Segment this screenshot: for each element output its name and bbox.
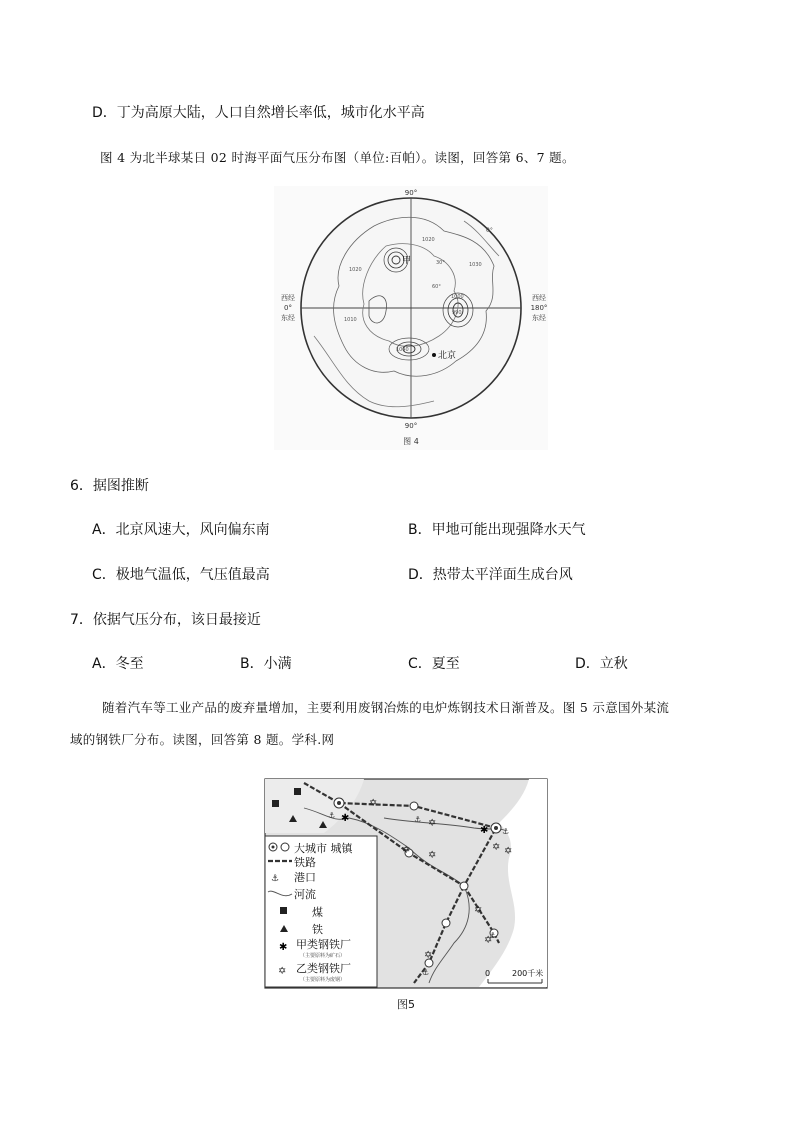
question-7-option-c[interactable]: C．夏至 xyxy=(408,656,460,672)
iso-990: 990 xyxy=(452,310,462,316)
type-a-plant-1: ✱ xyxy=(341,813,350,824)
scale-label: 200千米 xyxy=(512,969,544,978)
iso-1020-b: 1020 xyxy=(349,267,362,273)
question-6-option-b[interactable]: B．甲地可能出现强降水天气 xyxy=(408,522,586,538)
legend-type-b-label: 乙类钢铁厂 xyxy=(296,962,351,975)
legend-coal-icon xyxy=(280,907,287,914)
label-jia: 甲 xyxy=(402,256,412,266)
legend-iron-label: 铁 xyxy=(312,923,323,936)
type-b-plant-7: ✡ xyxy=(474,905,483,916)
figure-4-caption: 图 4 xyxy=(403,437,419,446)
big-city-1-dot xyxy=(337,801,341,805)
town-3 xyxy=(460,882,468,890)
port-4: ⚓ xyxy=(422,968,430,977)
legend-river-label: 河流 xyxy=(294,888,316,901)
lat-60: 60° xyxy=(432,284,441,290)
legend-coal-label: 煤 xyxy=(312,906,323,919)
legend-port-icon: ⚓ xyxy=(271,874,280,884)
iso-1030: 1030 xyxy=(469,262,482,268)
label-zero-deg: 0° xyxy=(486,227,493,234)
type-b-plant-3: ✡ xyxy=(402,845,411,856)
port-2: ⚓ xyxy=(414,815,422,824)
label-east-3: 东经 xyxy=(532,314,546,322)
lat-30: 30° xyxy=(436,260,445,266)
intro-figure-5-line-1: 随着汽车等工业产品的废弃量增加，主要利用废钢冶炼的电炉炼钢技术日渐普及。图 5 示意国外某流 xyxy=(102,700,670,715)
type-b-plant-2: ✡ xyxy=(428,818,437,829)
type-b-plant-5: ✡ xyxy=(504,846,513,857)
port-5: ⚓ xyxy=(489,931,497,940)
question-7-option-a[interactable]: A．冬至 xyxy=(92,656,144,672)
legend-big-city-dot xyxy=(272,846,275,849)
label-east-1: 西经 xyxy=(532,294,546,302)
figure-5-caption: 图5 xyxy=(397,998,415,1011)
figure-4 xyxy=(274,186,548,450)
option-d-previous: D．丁为高原大陆，人口自然增长率低，城市化水平高 xyxy=(92,105,425,121)
iso-1020-a: 1020 xyxy=(422,237,435,243)
steel-plant-map xyxy=(264,778,554,1018)
iso-1000: 1000 xyxy=(451,294,464,300)
legend-rail-label: 铁路 xyxy=(294,856,316,869)
question-6-option-c[interactable]: C．极地气温低，气压值最高 xyxy=(92,567,270,583)
legend-city-label: 大城市 城镇 xyxy=(294,842,353,855)
legend-town-icon xyxy=(281,843,289,851)
question-7-option-b[interactable]: B．小满 xyxy=(240,656,292,672)
label-beijing: 北京 xyxy=(438,351,457,361)
question-6-option-a[interactable]: A．北京风速大，风向偏东南 xyxy=(92,522,270,538)
figure-5 xyxy=(264,778,554,1018)
coal-1 xyxy=(294,788,301,795)
port-1: ⚓ xyxy=(328,811,336,820)
town-1 xyxy=(410,802,418,810)
port-3: ⚓ xyxy=(502,827,510,836)
type-b-plant-6: ✡ xyxy=(492,842,501,853)
legend-type-a-icon: ✱ xyxy=(279,942,288,953)
label-west-3: 东经 xyxy=(281,314,295,322)
coal-2 xyxy=(272,800,279,807)
pressure-map xyxy=(274,186,548,450)
iso-1040: 1040 xyxy=(396,347,409,353)
type-b-plant-9: ✡ xyxy=(424,950,433,961)
beijing-dot xyxy=(432,353,436,357)
label-bottom: 90° xyxy=(404,422,418,430)
question-7-stem: 7．依据气压分布，该日最接近 xyxy=(70,612,261,628)
iso-1010: 1010 xyxy=(344,317,357,323)
question-6-stem: 6．据图推断 xyxy=(70,478,149,494)
type-a-plant-2: ✱ xyxy=(480,825,489,836)
legend-type-b-icon: ✡ xyxy=(278,966,287,977)
type-b-plant-8: ✡ xyxy=(484,935,493,946)
label-west-1: 西经 xyxy=(281,294,295,302)
town-4 xyxy=(442,919,450,927)
type-b-plant-1: ✡ xyxy=(369,798,378,809)
label-east-2: 180° xyxy=(530,304,548,312)
legend-type-b-note: （主要原料为废钢） xyxy=(300,977,346,983)
label-top: 90° xyxy=(404,189,418,197)
question-6-option-d[interactable]: D．热带太平洋面生成台风 xyxy=(408,567,573,583)
label-west-2: 0° xyxy=(284,304,292,312)
question-7-option-d[interactable]: D．立秋 xyxy=(575,656,628,672)
intro-figure-4: 图 4 为北半球某日 02 时海平面气压分布图（单位:百帕）。读图，回答第 6、7 题。 xyxy=(100,150,575,165)
intro-figure-5-line-2: 域的钢铁厂分布。读图，回答第 8 题。学科.网 xyxy=(70,732,335,747)
type-b-plant-4: ✡ xyxy=(428,850,437,861)
scale-zero: 0 xyxy=(485,969,491,978)
legend-port-label: 港口 xyxy=(294,871,316,884)
legend-type-a-label: 甲类钢铁厂 xyxy=(296,938,351,951)
big-city-2-dot xyxy=(494,826,498,830)
legend-type-a-note: （主要原料为矿石） xyxy=(300,953,346,959)
